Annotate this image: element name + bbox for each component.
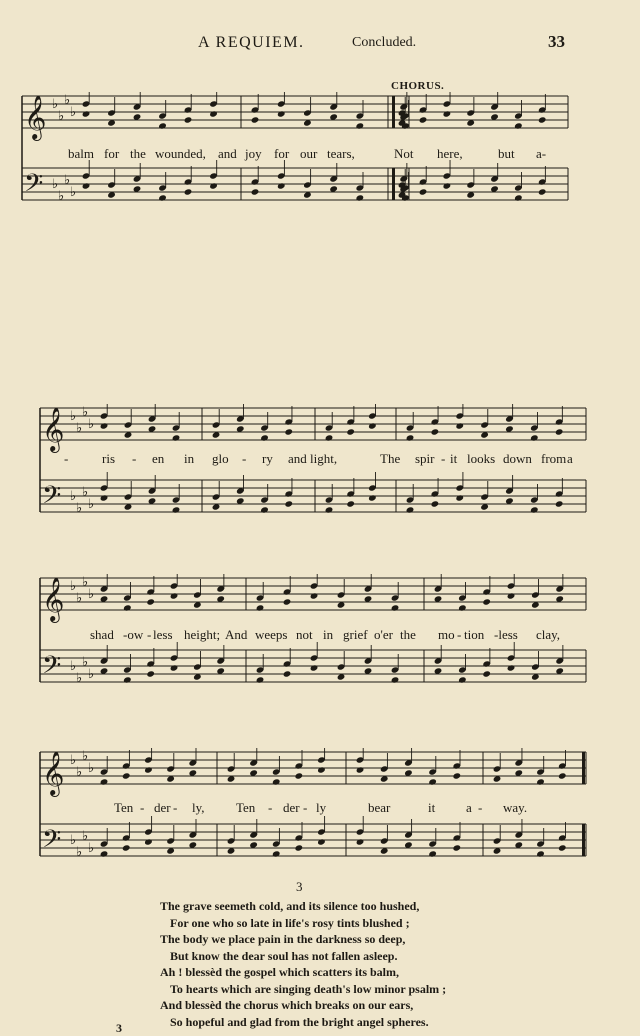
bass-clef-icon: 𝄢 — [24, 169, 44, 204]
note-head — [172, 434, 181, 441]
note-head — [443, 182, 452, 189]
flat-icon: ♭ — [76, 421, 83, 436]
note-head — [406, 506, 415, 513]
lyric: but — [498, 146, 515, 161]
note-head — [100, 850, 109, 857]
note-head — [272, 778, 281, 785]
verse-number: 3 — [296, 879, 303, 894]
note-head — [368, 422, 377, 429]
flat-icon: ♭ — [64, 173, 71, 188]
note-head — [538, 116, 547, 123]
flat-icon: ♭ — [70, 409, 77, 424]
note-head — [530, 434, 539, 441]
treble-clef-icon: 𝄞 — [24, 95, 47, 139]
note-head — [277, 182, 286, 189]
lyric: clay, — [536, 627, 561, 642]
final-barline — [582, 752, 585, 784]
lyrics-line-2 — [36, 451, 588, 473]
lyric: The — [380, 451, 401, 466]
lyric: it — [450, 451, 458, 466]
double-barline — [392, 96, 395, 128]
note-head — [536, 850, 545, 857]
signature-mark: 3 — [116, 1021, 122, 1035]
bass-clef-icon: 𝄢 — [42, 651, 62, 686]
verse-line: The body we place pain in the darkness so deep, — [160, 932, 406, 946]
note-head — [256, 676, 265, 683]
flat-icon: ♭ — [82, 655, 89, 670]
lyric: - — [140, 800, 145, 815]
flat-icon: ♭ — [76, 671, 83, 686]
note-head — [507, 592, 516, 599]
lyric: our — [300, 146, 318, 161]
note-head — [295, 844, 304, 851]
lyric: for — [274, 146, 290, 161]
flat-icon: ♭ — [70, 105, 77, 120]
note-head — [283, 670, 292, 677]
note-head — [514, 122, 523, 129]
note-head — [122, 772, 131, 779]
lyric: in — [323, 627, 334, 642]
note-head — [325, 506, 334, 513]
lyric: - — [147, 627, 152, 642]
note-head — [256, 604, 265, 611]
note-head — [555, 500, 564, 507]
note-head — [482, 670, 491, 677]
lyric: less — [153, 627, 173, 642]
verse-line: And blessèd the chorus which breaks on our ears, — [160, 998, 414, 1012]
lyric: joy — [245, 146, 262, 161]
lyric: tears, — [327, 146, 355, 161]
flat-icon: ♭ — [88, 841, 95, 856]
note-head — [356, 194, 365, 201]
note-head — [458, 676, 467, 683]
note-head — [482, 598, 491, 605]
lyric: ly — [316, 800, 327, 815]
note-head — [406, 434, 415, 441]
note-head — [100, 422, 109, 429]
page-subtitle: Concluded. — [352, 35, 417, 50]
flat-icon: ♭ — [82, 485, 89, 500]
note-head — [184, 116, 193, 123]
note-head — [310, 664, 319, 671]
flat-icon: ♭ — [70, 489, 77, 504]
lyric: -ow — [123, 627, 144, 642]
flat-icon: ♭ — [58, 189, 65, 204]
lyric: ry — [262, 451, 273, 466]
lyric: Ten — [236, 800, 256, 815]
verse-line: The grave seemeth cold, and its silence too hushed, — [160, 899, 420, 913]
lyric: from — [541, 451, 567, 466]
final-barline — [582, 824, 585, 856]
note-head — [260, 506, 269, 513]
chorus-label: CHORUS. — [391, 80, 445, 92]
lyric: - — [242, 451, 247, 466]
note-head — [172, 506, 181, 513]
lyric: ris — [102, 451, 115, 466]
note-head — [123, 604, 132, 611]
note-head — [455, 494, 464, 501]
note-head — [284, 500, 293, 507]
note-head — [295, 772, 304, 779]
flat-icon: ♭ — [88, 497, 95, 512]
treble-clef-icon: 𝄞 — [42, 577, 65, 621]
flat-icon: ♭ — [52, 177, 59, 192]
lyric: glo — [212, 451, 229, 466]
note-head — [431, 428, 440, 435]
note-head — [507, 664, 516, 671]
note-head — [555, 428, 564, 435]
lyric: - — [268, 800, 273, 815]
bass-clef-icon: 𝄢 — [42, 481, 62, 516]
flat-icon: ♭ — [82, 575, 89, 590]
note-head — [209, 110, 218, 117]
lyric: - — [132, 451, 137, 466]
note-head — [82, 110, 91, 117]
lyric: mo — [438, 627, 455, 642]
lyric: spir — [415, 451, 435, 466]
double-barline — [392, 168, 395, 200]
flat-icon: ♭ — [88, 587, 95, 602]
flat-icon: ♭ — [64, 93, 71, 108]
note-head — [144, 838, 153, 845]
lyric: en — [152, 451, 165, 466]
note-head — [391, 604, 400, 611]
bass-clef-icon: 𝄢 — [42, 825, 62, 860]
lyric: way. — [503, 800, 528, 815]
flat-icon: ♭ — [76, 501, 83, 516]
lyric: der — [154, 800, 171, 815]
note-head — [260, 434, 269, 441]
verse-line: So hopeful and glad from the bright angel spheres. — [170, 1014, 429, 1029]
note-head — [251, 116, 260, 123]
lyric: it — [428, 800, 436, 815]
note-head — [146, 598, 155, 605]
lyric: - — [64, 451, 69, 466]
verse-line: But know the dear soul has not fallen asleep. — [170, 948, 398, 963]
lyric: - — [173, 800, 178, 815]
note-head — [146, 670, 155, 677]
note-head — [158, 194, 167, 201]
note-head — [317, 838, 326, 845]
lyric: here, — [437, 146, 463, 161]
note-head — [356, 838, 365, 845]
lyric: shad — [90, 627, 114, 642]
lyric: the — [130, 146, 146, 161]
lyrics-line-3 — [36, 627, 588, 649]
note-head — [536, 778, 545, 785]
flat-icon: ♭ — [88, 761, 95, 776]
lyric: and — [218, 146, 237, 161]
note-head — [356, 122, 365, 129]
lyric: o'er — [374, 627, 393, 642]
lyric: for — [104, 146, 120, 161]
page-title: A REQUIEM. — [198, 34, 305, 51]
flat-icon: ♭ — [88, 667, 95, 682]
note-head — [100, 494, 109, 501]
note-head — [558, 844, 567, 851]
flat-icon: ♭ — [70, 753, 77, 768]
lyric: not — [296, 627, 313, 642]
note-head — [82, 182, 91, 189]
lyrics-line-1 — [18, 146, 573, 1035]
flat-icon: ♭ — [82, 829, 89, 844]
lyric: - — [441, 451, 446, 466]
flat-icon: ♭ — [70, 833, 77, 848]
lyric: - — [303, 800, 308, 815]
note-head — [356, 766, 365, 773]
note-head — [122, 844, 131, 851]
lyric: in — [184, 451, 195, 466]
verse-line: To hearts which are singing death's low minor psalm ; — [170, 981, 447, 996]
note-head — [158, 122, 167, 129]
note-head — [453, 772, 462, 779]
lyric: - — [478, 800, 483, 815]
treble-clef-icon: 𝄞 — [42, 407, 65, 451]
note-head — [453, 844, 462, 851]
note-head — [144, 766, 153, 773]
flat-icon: ♭ — [76, 845, 83, 860]
note-head — [170, 664, 179, 671]
note-head — [310, 592, 319, 599]
lyric: bear — [368, 800, 391, 815]
lyric: wounded, — [155, 146, 206, 161]
page-number: 33 — [548, 32, 565, 51]
note-head — [443, 110, 452, 117]
note-head — [170, 592, 179, 599]
note-head — [558, 772, 567, 779]
lyric: a- — [536, 146, 547, 161]
lyric: and light, — [288, 451, 338, 466]
note-head — [123, 676, 132, 683]
note-head — [391, 676, 400, 683]
lyric: -less — [494, 627, 518, 642]
note-head — [346, 500, 355, 507]
note-head — [272, 850, 281, 857]
note-head — [184, 188, 193, 195]
lyric: And — [225, 627, 248, 642]
lyric: a — [567, 451, 573, 466]
note-head — [538, 188, 547, 195]
verse-line: For one who so late in life's rosy tints blushed ; — [170, 915, 410, 930]
lyric: der — [283, 800, 300, 815]
note-head — [209, 182, 218, 189]
note-head — [284, 428, 293, 435]
lyric: height; — [184, 627, 221, 642]
flat-icon: ♭ — [82, 405, 89, 420]
treble-clef-icon: 𝄞 — [42, 751, 65, 795]
note-head — [428, 850, 437, 857]
verse-line: Ah ! blessèd the gospel which scatters its balm, — [160, 965, 399, 979]
note-head — [458, 604, 467, 611]
note-head — [251, 188, 260, 195]
note-head — [455, 422, 464, 429]
lyric: Ten — [114, 800, 134, 815]
flat-icon: ♭ — [70, 185, 77, 200]
note-head — [428, 778, 437, 785]
flat-icon: ♭ — [76, 591, 83, 606]
lyric: down — [503, 451, 532, 466]
lyric: a — [466, 800, 472, 815]
lyric: Not — [394, 146, 414, 161]
lyric: grief — [343, 627, 368, 642]
lyric: looks — [467, 451, 496, 466]
note-head — [530, 506, 539, 513]
lyric: balm — [68, 146, 94, 161]
flat-icon: ♭ — [88, 417, 95, 432]
note-head — [368, 494, 377, 501]
note-head — [431, 500, 440, 507]
lyric: the — [400, 627, 416, 642]
note-head — [317, 766, 326, 773]
flat-icon: ♭ — [58, 109, 65, 124]
note-head — [283, 598, 292, 605]
flat-icon: ♭ — [70, 579, 77, 594]
note-head — [346, 428, 355, 435]
flat-icon: ♭ — [70, 659, 77, 674]
lyric: ly, — [192, 800, 205, 815]
note-head — [514, 194, 523, 201]
lyric: - — [457, 627, 462, 642]
note-head — [419, 116, 428, 123]
verse-text — [160, 898, 540, 1030]
flat-icon: ♭ — [52, 97, 59, 112]
lyric: tion — [464, 627, 485, 642]
lyric: weeps — [255, 627, 288, 642]
note-head — [277, 110, 286, 117]
lyrics-line-4 — [36, 800, 588, 822]
flat-icon: ♭ — [82, 749, 89, 764]
note-head — [419, 188, 428, 195]
note-head — [325, 434, 334, 441]
note-head — [100, 778, 109, 785]
flat-icon: ♭ — [76, 765, 83, 780]
